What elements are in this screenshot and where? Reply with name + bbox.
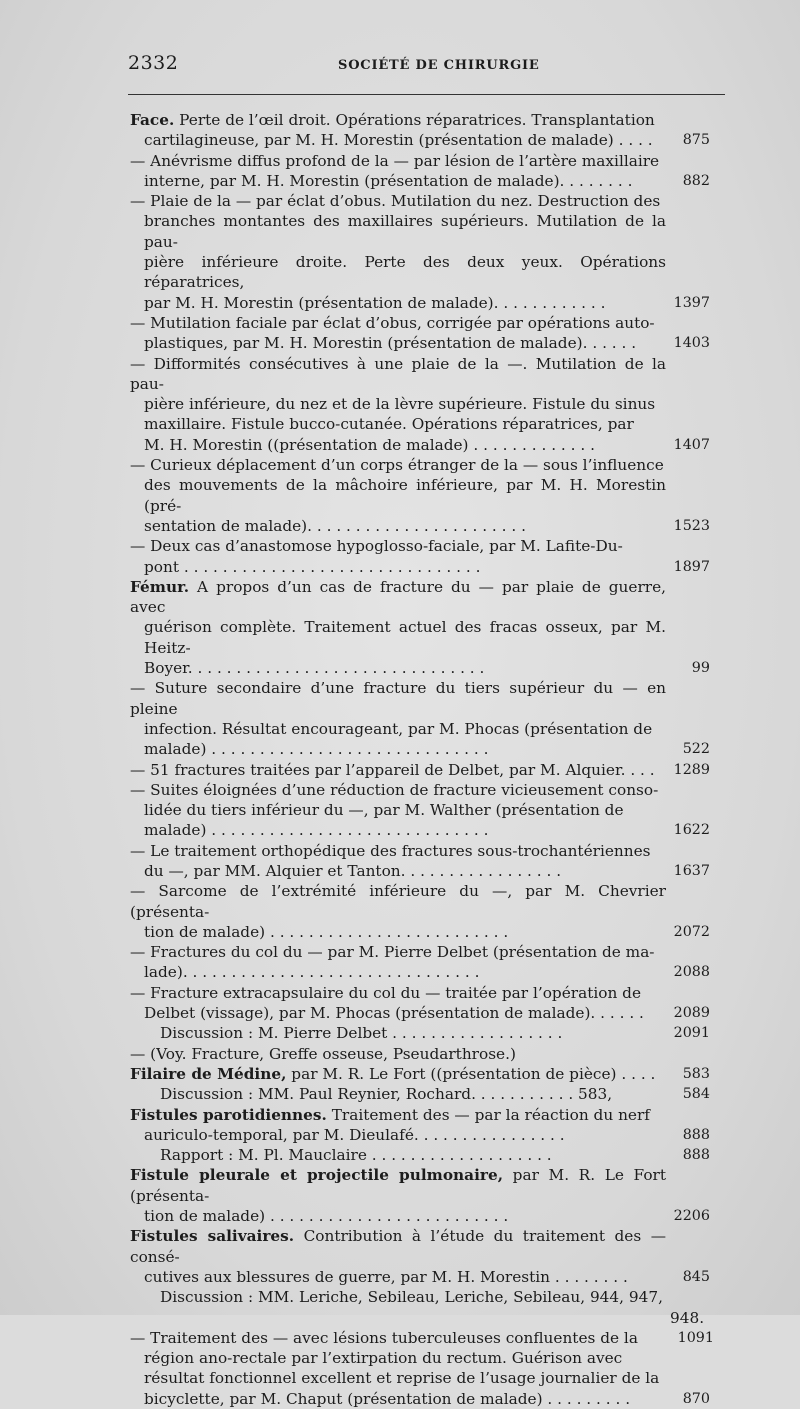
index-line-text: maxillaire. Fistule bucco-cutanée. Opérations réparatrices, par (144, 415, 634, 434)
index-line (130, 760, 710, 780)
index-line (130, 1287, 710, 1307)
index-line-text: Rapport : M. Pl. Mauclaire . . . . . . . . . . . . . . . . . . . (160, 1146, 552, 1165)
index-line-text: — Traitement des — avec lésions tuberculeuses confluentes de la (130, 1328, 638, 1347)
index-line-text: pière inférieure droite. Perte des deux yeux. Opérations réparatrices, (144, 253, 666, 292)
index-line-text: région ano-rectale par l’extirpation du rectum. Guérison avec (144, 1349, 623, 1368)
index-line (130, 1145, 710, 1165)
index-line (130, 455, 710, 475)
index-line (130, 1328, 710, 1348)
index-line-text: Discussion : M. Pierre Delbet . . . . . . . . . . . . . . . . . . (160, 1024, 563, 1043)
index-line (130, 1044, 710, 1064)
index-line-text: Fémur. A propos d’un cas de fracture du — par plaie de guerre, avec (130, 577, 666, 617)
page-reference: 2089 (673, 1005, 710, 1022)
page-reference: 2088 (673, 964, 710, 981)
index-line (130, 252, 710, 293)
index-line-text: — Curieux déplacement d’un corps étranger de la — sous l’influence (130, 456, 664, 475)
index-line (130, 962, 710, 982)
index-line-text: résultat fonctionnel excellent et reprise de l’usage journalier de la (144, 1369, 660, 1388)
index-line-text: tion de malade) . . . . . . . . . . . . . . . . . . . . . . . . . (144, 922, 509, 941)
index-line (130, 130, 710, 150)
index-line-text: malade) . . . . . . . . . . . . . . . . . . . . . . . . . . . . . (144, 740, 489, 759)
index-line (130, 1003, 710, 1023)
index-line-text: lidée du tiers inférieur du —, par M. Walther (présentation de (144, 801, 624, 820)
page-reference: 870 (682, 1390, 710, 1407)
index-line (130, 861, 710, 881)
index-line-text: — Difformités consécutives à une plaie de la —. Mutilation de la pau- (130, 354, 666, 393)
page-number: 2332 (128, 52, 179, 74)
index-line-text: sentation de malade). . . . . . . . . . . . . . . . . . . . . . . (144, 516, 526, 535)
index-line-text: interne, par M. H. Morestin (présentation de malade). . . . . . . . (144, 171, 633, 190)
index-line-text: — Suites éloignées d’une réduction de fracture vicieusement conso- (130, 780, 659, 799)
page-reference: 1289 (673, 761, 710, 778)
page-reference: 1897 (673, 558, 710, 575)
index-line-text: auriculo-temporal, par M. Dieulafé. . . . . . . . . . . . . . . . (144, 1125, 565, 1144)
index-line-text: — (Voy. Fracture, Greffe osseuse, Pseudarthrose.) (130, 1044, 516, 1063)
page-reference: 1622 (673, 822, 710, 839)
page-reference: 99 (691, 660, 710, 677)
page-header (128, 52, 728, 82)
index-line-text: par M. H. Morestin (présentation de malade). . . . . . . . . . . . (144, 293, 606, 312)
index-line (130, 1105, 710, 1125)
index-line (130, 557, 710, 577)
index-line-text: M. H. Morestin ((présentation de malade) . . . . . . . . . . . . . (144, 435, 595, 454)
index-line-text: — Le traitement orthopédique des fractures sous-trochantériennes (130, 841, 651, 860)
page-reference: 584 (682, 1086, 710, 1103)
index-line (130, 942, 710, 962)
page-reference: 2091 (673, 1025, 710, 1042)
index-line-text: guérison complète. Traitement actuel des fracas osseux, par M. Heitz- (144, 618, 666, 657)
index-line-text: cutives aux blessures de guerre, par M. H. Morestin . . . . . . . . (144, 1267, 628, 1286)
index-line (130, 475, 710, 516)
page-reference: 1523 (673, 517, 710, 534)
index-line-text: — 51 fractures traitées par l’appareil de Delbet, par M. Alquier. . . . (130, 760, 655, 779)
index-line (130, 719, 710, 739)
index-line (130, 1368, 710, 1388)
index-line (130, 171, 710, 191)
page-reference: 1407 (673, 436, 710, 453)
index-line (130, 1348, 710, 1368)
index-line (130, 1084, 710, 1104)
index-line-text: infection. Résultat encourageant, par M. Phocas (présentation de (144, 719, 653, 738)
index-line-text: Discussion : MM. Paul Reynier, Rochard. . . . . . . . . . . 583, (160, 1085, 613, 1104)
index-line (130, 1165, 710, 1206)
index-line (130, 881, 710, 922)
index-line (130, 1267, 710, 1287)
index-line-text: cartilagineuse, par M. H. Morestin (présentation de malade) . . . . (144, 131, 653, 150)
index-line (130, 841, 710, 861)
index-line-text: — Deux cas d’anastomose hypoglosso-faciale, par M. Lafite-Du- (130, 537, 623, 556)
page-reference: 1637 (673, 862, 710, 879)
index-line-text: Discussion : MM. Leriche, Sebileau, Leriche, Sebileau, 944, 947, (160, 1288, 663, 1307)
index-line-text: des mouvements de la mâchoire inférieure, par M. H. Morestin (pré- (144, 476, 666, 515)
index-line-text: — Fractures du col du — par M. Pierre Delbet (présentation de ma- (130, 943, 655, 962)
index-line (130, 1226, 710, 1267)
index-line (130, 922, 710, 942)
index-line (130, 1064, 710, 1084)
index-line (130, 354, 710, 395)
index-line (130, 617, 710, 658)
index-line (130, 1389, 710, 1409)
page-reference: 1091 (677, 1329, 714, 1346)
index-line (130, 333, 710, 353)
page-reference: 522 (682, 741, 710, 758)
index-line-text: Fistules parotidiennes. Traitement des — par la réaction du nerf (130, 1105, 650, 1124)
header-rule (128, 94, 725, 95)
index-line-text: Face. Perte de l’œil droit. Opérations réparatrices. Transplantation (130, 111, 655, 129)
index-line-text: — Suture secondaire d’une fracture du tiers supérieur du — en pleine (130, 679, 666, 718)
index-line-text: — Fracture extracapsulaire du col du — traitée par l’opération de (130, 983, 641, 1002)
index-line (130, 414, 710, 434)
page-reference: 888 (682, 1126, 710, 1143)
index-line (130, 983, 710, 1003)
index-line-text: 948. (670, 1308, 705, 1327)
index-line-text: du —, par MM. Alquier et Tanton. . . . . . . . . . . . . . . . . (144, 861, 562, 880)
index-line (130, 1023, 710, 1043)
page-reference: 845 (682, 1268, 710, 1285)
index-line (130, 293, 710, 313)
index-line-text: lade). . . . . . . . . . . . . . . . . . . . . . . . . . . . . . . (144, 963, 480, 982)
index-line-text: Fistules salivaires. Contribution à l’étude du traitement des — consé- (130, 1227, 667, 1266)
index-entries (130, 110, 714, 1409)
index-line-text: pière inférieure, du nez et de la lèvre supérieure. Fistule du sinus (144, 395, 656, 414)
index-line (130, 313, 710, 333)
index-line-text: Delbet (vissage), par M. Phocas (présentation de malade). . . . . . (144, 1004, 644, 1023)
index-line (130, 191, 710, 211)
index-line-text: pont . . . . . . . . . . . . . . . . . . . . . . . . . . . . . . . (144, 557, 481, 576)
page-reference: 888 (682, 1147, 710, 1164)
index-line-text: branches montantes des maxillaires supérieurs. Mutilation de la pau- (144, 212, 666, 251)
page-reference: 882 (682, 172, 710, 189)
index-line (130, 536, 710, 556)
page-reference: 2206 (673, 1208, 710, 1225)
index-line (130, 110, 710, 130)
index-line (130, 678, 710, 719)
index-line (130, 516, 710, 536)
page-reference: 1397 (673, 294, 710, 311)
index-line-text: tion de malade) . . . . . . . . . . . . . . . . . . . . . . . . . (144, 1207, 509, 1226)
index-line-text: bicyclette, par M. Chaput (présentation de malade) . . . . . . . . . (144, 1389, 631, 1408)
page-reference: 875 (682, 132, 710, 149)
page-reference: 583 (682, 1065, 710, 1082)
index-line-text: plastiques, par M. H. Morestin (présentation de malade). . . . . . (144, 334, 637, 353)
index-line (130, 151, 710, 171)
index-line-text: — Anévrisme diffus profond de la — par lésion de l’artère maxillaire (130, 151, 660, 170)
index-line (130, 800, 710, 820)
page-reference: 1403 (673, 335, 710, 352)
index-line (130, 435, 710, 455)
index-line (130, 658, 710, 678)
index-line-text: — Plaie de la — par éclat d’obus. Mutilation du nez. Destruction des (130, 192, 661, 211)
page-reference: 2072 (673, 923, 710, 940)
index-line (130, 211, 710, 252)
index-line-text: Boyer. . . . . . . . . . . . . . . . . . . . . . . . . . . . . . . (144, 659, 485, 678)
index-line-text: Fistule pleurale et projectile pulmonaire, par M. R. Le Fort (présenta- (130, 1166, 666, 1205)
index-line-text: malade) . . . . . . . . . . . . . . . . . . . . . . . . . . . . . (144, 821, 489, 840)
running-title: SOCIÉTÉ DE CHIRURGIE (338, 58, 540, 73)
index-line-text: Filaire de Médine, par M. R. Le Fort ((présentation de pièce) . . . . (130, 1064, 656, 1083)
index-line-text: — Sarcome de l’extrémité inférieure du —, par M. Chevrier (présenta- (130, 882, 666, 921)
index-line (130, 577, 710, 618)
index-line (130, 780, 710, 800)
index-line (130, 1206, 710, 1226)
index-line-text: — Mutilation faciale par éclat d’obus, corrigée par opérations auto- (130, 313, 655, 332)
index-line (130, 820, 710, 840)
index-line (130, 394, 710, 414)
index-line (130, 739, 710, 759)
index-line (130, 1125, 710, 1145)
